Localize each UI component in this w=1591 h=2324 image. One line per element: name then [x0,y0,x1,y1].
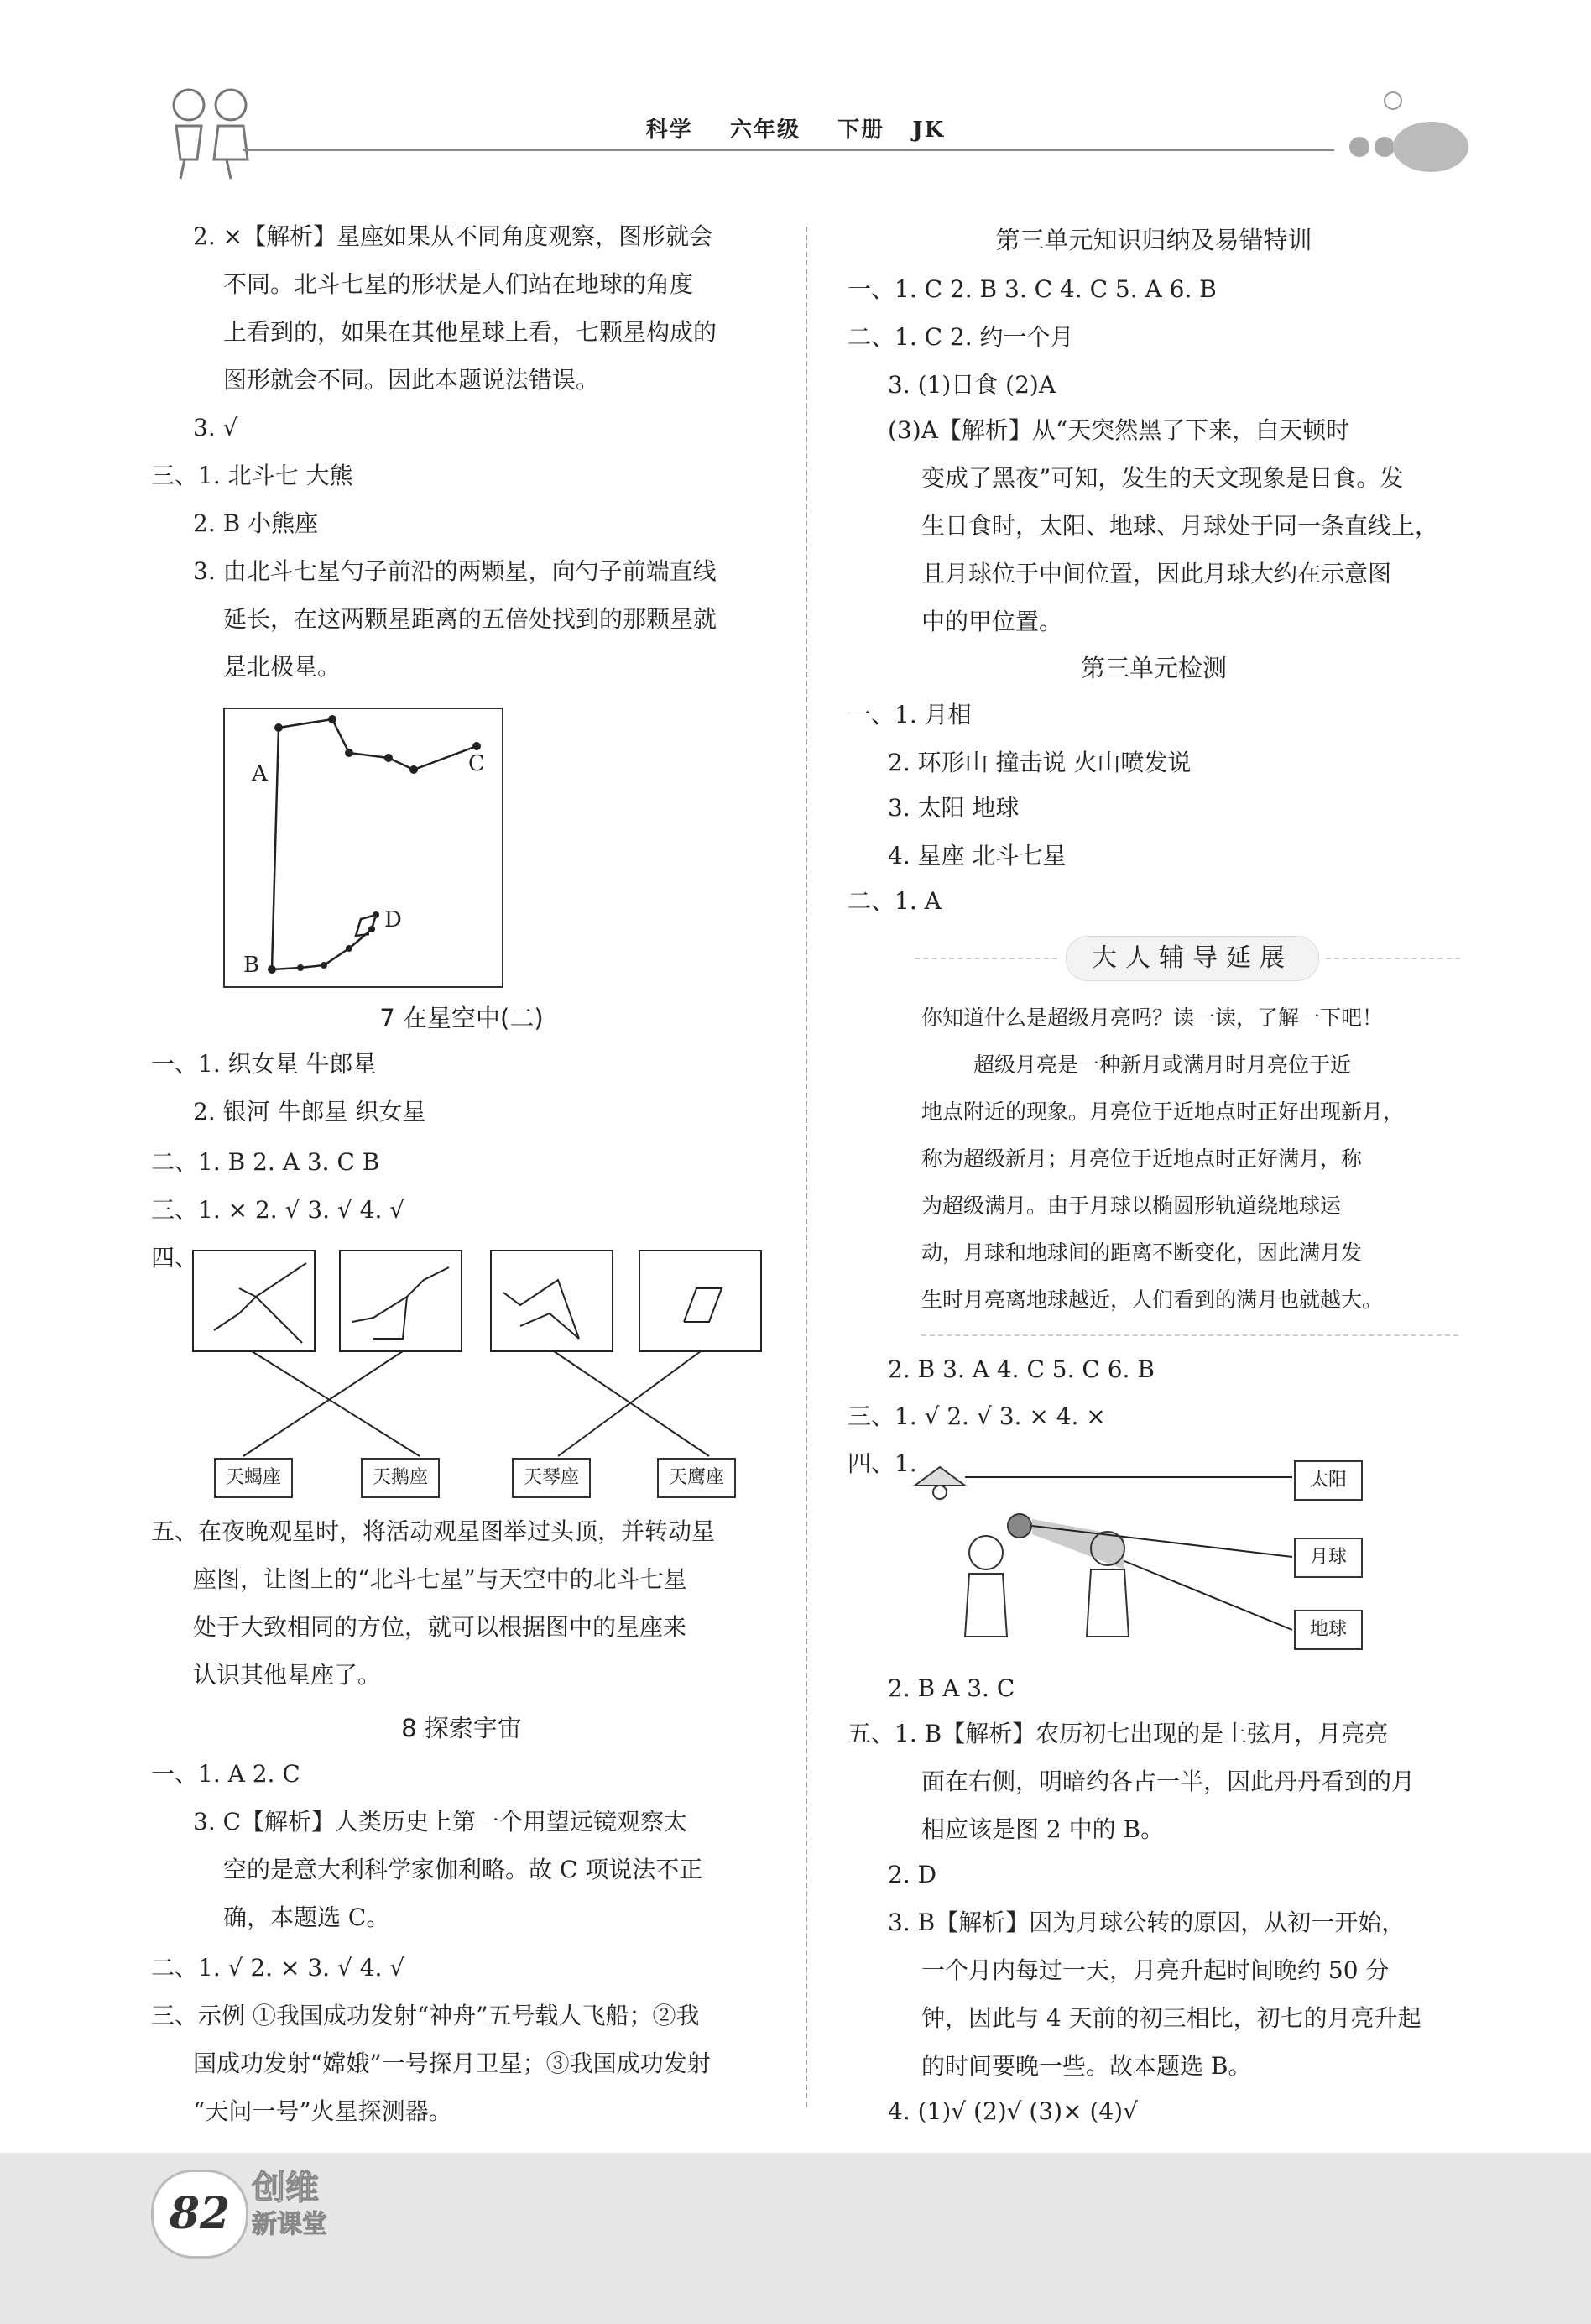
answer-line: 上看到的，如果在其他星球上看，七颗星构成的 [223,318,717,346]
answer-line: 是北极星。 [223,653,342,681]
eclipse-model-figure [906,1444,1376,1662]
answer-line: 的时间要晚一些。故本题选 B。 [921,2052,1252,2080]
page-number: 82 [151,2170,248,2259]
constellation-label: 天鹰座 [657,1458,736,1498]
model-label-moon: 月球 [1294,1538,1363,1578]
answer-line: 图形就会不同。因此本题说法错误。 [223,366,600,394]
answer-line: 三、1. × 2. √ 3. √ 4. √ [151,1196,405,1224]
answer-line: 三、1. √ 2. √ 3. × 4. × [848,1402,1106,1430]
brand-line-1: 创维 [252,2169,319,2207]
answer-line: 2. 银河 牛郎星 织女星 [193,1098,426,1125]
constellation-label: 天琴座 [512,1458,591,1498]
model-label-earth: 地球 [1294,1610,1363,1650]
extension-banner: 大人辅导延展 [1066,936,1319,981]
answer-line: 钟，因此与 4 天前的初三相比，初七的月亮升起 [921,2004,1421,2032]
answer-line: (3)A【解析】从“天突然黑了下来，白天顿时 [888,416,1350,444]
star-dot [274,723,283,732]
header-grade: 六年级 [729,118,801,143]
constellation-matching [189,1246,768,1498]
answer-line: 处于大致相同的方位，就可以根据图中的星座来 [193,1613,687,1641]
star-dot [346,945,352,952]
answer-line: 一、1. C 2. B 3. C 4. C 5. A 6. B [848,275,1217,303]
answer-line: 二、1. A [848,887,942,915]
section-8-title: 8 探索宇宙 [401,1714,522,1742]
answer-line: 认识其他星座了。 [193,1661,382,1689]
answer-line: 且月球位于中间位置，因此月球大约在示意图 [921,560,1392,588]
extension-line: 称为超级新月；月亮位于近地点时正好满月，称 [921,1146,1363,1171]
answer-line: 2. D [888,1861,937,1888]
brand-logo [252,2170,327,2243]
answer-line: 相应该是图 2 中的 B。 [921,1815,1165,1843]
answer-line: 变成了黑夜”可知，发生的天文现象是日食。发 [921,464,1404,492]
star-dot [328,715,336,723]
answer-line: 三、1. 北斗七 大熊 [151,462,353,489]
figure-label-c: C [468,751,485,776]
star-dot [268,965,276,974]
answer-line: 国成功发射“嫦娥”一号探月卫星；③我国成功发射 [193,2050,711,2077]
answer-line: 2. 环形山 撞击说 火山喷发说 [888,749,1192,776]
answer-line: 确，本题选 C。 [223,1904,390,1931]
column-divider [806,227,807,2107]
extension-line: 动，月球和地球间的距离不断变化，因此满月发 [921,1240,1363,1265]
extension-rule [921,1334,1458,1336]
model-label-sun: 太阳 [1294,1460,1363,1501]
constellation-label: 天蝎座 [214,1458,293,1498]
header-rule [243,149,1334,151]
star-dot [409,765,418,774]
answer-line: 一、1. 月相 [848,701,972,729]
answer-line: 面在右侧，明暗约各占一半，因此丹丹看到的月 [921,1768,1416,1795]
extension-line: 生时月亮离地球越近，人们看到的满月也就越大。 [921,1287,1384,1312]
big-dipper-diagram [225,709,502,986]
star-dot [384,754,393,762]
answer-line: 一、1. A 2. C [151,1760,300,1788]
unit3-test-title: 第三单元检测 [1080,654,1227,682]
answer-line: 4. (1)√ (2)√ (3)× (4)√ [888,2097,1138,2125]
figure-label-b: B [243,953,260,978]
extension-line: 你知道什么是超级月亮吗？读一读，了解一下吧！ [921,1005,1384,1030]
answer-line: 3. B【解析】因为月球公转的原因，从初一开始， [888,1909,1406,1936]
answer-line: 2. B 小熊座 [193,509,319,537]
star-dot [321,962,327,969]
banner-rule [915,958,1057,959]
answer-line: 3. 由北斗七星勺子前沿的两颗星，向勺子前端直线 [193,557,717,585]
answer-line: 2. B A 3. C [888,1674,1015,1702]
answer-line: 四、 [151,1244,199,1272]
header-edition: JK [912,118,946,143]
banner-rule [1326,958,1460,959]
big-dipper-figure [223,708,503,988]
answer-line: 2. ×【解析】星座如果从不同角度观察，图形就会 [193,222,713,250]
extension-line: 地点附近的现象。月亮位于近地点时正好出现新月， [921,1099,1405,1124]
answer-line: 生日食时，太阳、地球、月球处于同一条直线上， [921,512,1439,540]
answer-line: 一、1. 织女星 牛郎星 [151,1050,377,1078]
answer-line: 不同。北斗七星的形状是人们站在地球的角度 [223,270,694,298]
answer-line: 五、1. B【解析】农历初七出现的是上弦月，月亮亮 [848,1720,1389,1747]
header-volume: 下册 [837,118,885,143]
answer-line: 二、1. C 2. 约一个月 [848,323,1074,351]
answer-line: 中的甲位置。 [921,608,1063,635]
answer-line: 3. C【解析】人类历史上第一个用望远镜观察太 [193,1808,688,1836]
answer-line: 空的是意大利科学家伽利略。故 C 项说法不正 [223,1856,703,1883]
answer-line: 2. B 3. A 4. C 5. C 6. B [888,1355,1155,1383]
section-7-title: 7 在星空中(二) [379,1004,544,1032]
constellation-label: 天鹅座 [361,1458,440,1498]
star-dot [368,926,375,932]
header-title [0,112,1591,144]
header-subject: 科学 [645,118,693,143]
extension-line: 超级月亮是一种新月或满月时月亮位于近 [973,1052,1352,1077]
answer-line: 3. 太阳 地球 [888,794,1020,822]
answer-line: 二、1. B 2. A 3. C B [151,1148,380,1176]
extension-line: 为超级满月。由于月球以椭圆形轨道绕地球运 [921,1193,1342,1218]
answer-line: “天问一号”火星探测器。 [193,2097,452,2125]
brand-line-2: 新课堂 [252,2210,327,2239]
answer-line: 一个月内每过一天，月亮升起时间晚约 50 分 [921,1956,1390,1984]
answer-line: 3. √ [193,414,238,441]
star-dot [373,911,379,918]
figure-label-d: D [384,907,402,932]
answer-line: 4. 星座 北斗七星 [888,842,1067,870]
star-dot [297,964,304,971]
answer-line: 座图，让图上的“北斗七星”与天空中的北斗七星 [193,1565,687,1593]
star-dot [472,742,481,750]
answer-line: 三、示例 ①我国成功发射“神舟”五号载人飞船；②我 [151,2002,700,2029]
answer-line: 五、在夜晚观星时，将活动观星图举过头顶，并转动星 [151,1517,716,1545]
star-dot [345,749,353,757]
answer-line: 延长，在这两颗星距离的五倍处找到的那颗星就 [223,605,717,633]
unit3-summary-title: 第三单元知识归纳及易错特训 [995,226,1312,254]
answer-line: 3. (1)日食 (2)A [888,371,1056,399]
answer-line: 四、1. [848,1449,917,1477]
answer-line: 二、1. √ 2. × 3. √ 4. √ [151,1954,405,1982]
figure-label-a: A [252,761,268,786]
